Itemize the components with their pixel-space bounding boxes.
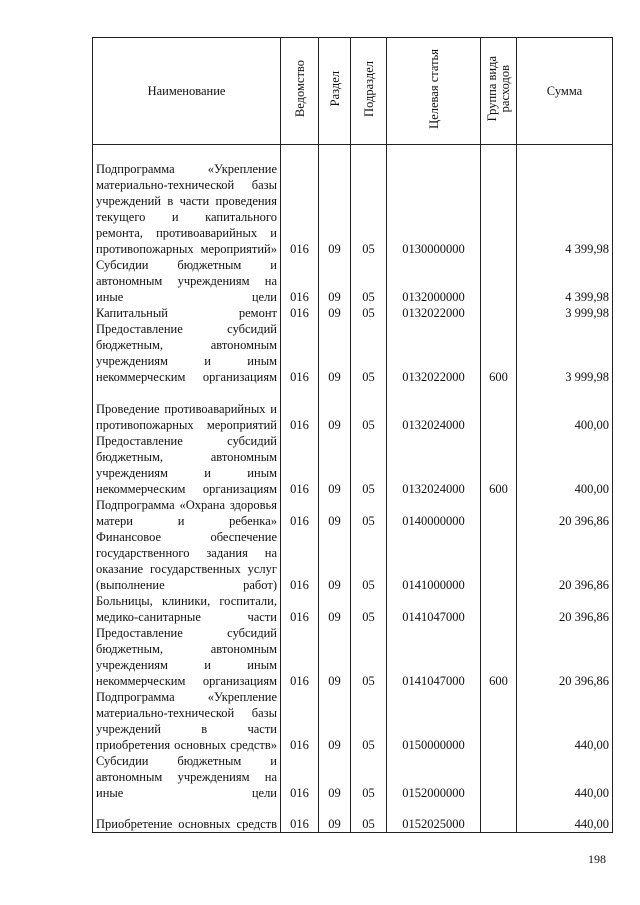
row-section-cell: 09	[319, 689, 351, 753]
row-amount-cell: 4 399,98	[517, 145, 613, 257]
page-number: 198	[588, 852, 606, 866]
row-department-cell: 016	[281, 257, 319, 305]
row-subsection-cell: 05	[351, 529, 387, 593]
row-section-cell: 09	[319, 593, 351, 625]
row-target-cell: 0132024000	[387, 385, 481, 433]
row-amount-cell: 400,00	[517, 385, 613, 433]
row-department-cell: 016	[281, 385, 319, 433]
table-header-row	[93, 38, 613, 145]
row-name-cell: Капитальный ремонт	[93, 305, 281, 321]
row-subsection-cell: 05	[351, 801, 387, 833]
row-subsection-cell: 05	[351, 433, 387, 497]
row-department-cell: 016	[281, 433, 319, 497]
row-target-cell: 0141047000	[387, 593, 481, 625]
row-section-cell: 09	[319, 385, 351, 433]
table-row	[93, 321, 613, 385]
table-row	[93, 257, 613, 305]
row-department-cell: 016	[281, 801, 319, 833]
row-name-cell: Больницы, клиники, госпитали, медико-санитарные части	[93, 593, 281, 625]
header-name: Наименование	[93, 38, 281, 145]
row-expense-group-cell	[481, 593, 517, 625]
row-name-cell: Подпрограмма «Охрана здоровья матери и ребенка»	[93, 497, 281, 529]
row-name-cell: Предоставление субсидий бюджетным, автономным учреждениям и иным некоммерческим организациям	[93, 433, 281, 497]
row-amount-cell: 3 999,98	[517, 321, 613, 385]
row-department-cell: 016	[281, 321, 319, 385]
row-section-cell: 09	[319, 433, 351, 497]
row-amount-cell: 4 399,98	[517, 257, 613, 305]
row-subsection-cell: 05	[351, 305, 387, 321]
row-target-cell: 0141000000	[387, 529, 481, 593]
row-amount-cell: 20 396,86	[517, 593, 613, 625]
row-expense-group-cell	[481, 305, 517, 321]
row-department-cell: 016	[281, 145, 319, 257]
row-target-cell: 0132022000	[387, 305, 481, 321]
row-name-cell: Проведение противоаварийных и противопожарных мероприятий	[93, 385, 281, 433]
row-expense-group-cell	[481, 753, 517, 801]
row-subsection-cell: 05	[351, 385, 387, 433]
row-target-cell: 0152025000	[387, 801, 481, 833]
row-expense-group-cell	[481, 689, 517, 753]
row-subsection-cell: 05	[351, 625, 387, 689]
row-name-cell: Подпрограмма «Укрепление материально-технической базы учреждений в части проведения текущего и капитального ремонта, противоаварийных и противопожарных мероприятий»	[93, 145, 281, 257]
row-expense-group-cell: 600	[481, 433, 517, 497]
row-section-cell: 09	[319, 145, 351, 257]
row-amount-cell: 440,00	[517, 689, 613, 753]
row-section-cell: 09	[319, 801, 351, 833]
row-expense-group-cell	[481, 385, 517, 433]
table-row	[93, 497, 613, 529]
row-department-cell: 016	[281, 625, 319, 689]
table-row	[93, 385, 613, 433]
row-target-cell: 0141047000	[387, 625, 481, 689]
row-target-cell: 0130000000	[387, 145, 481, 257]
row-amount-cell: 440,00	[517, 801, 613, 833]
header-expense-group: Группа вида расходов	[481, 38, 517, 145]
row-subsection-cell: 05	[351, 689, 387, 753]
row-name-cell: Предоставление субсидий бюджетным, автономным учреждениям и иным некоммерческим организациям	[93, 625, 281, 689]
row-department-cell: 016	[281, 305, 319, 321]
row-name-cell: Приобретение основных средств	[93, 801, 281, 833]
row-subsection-cell: 05	[351, 257, 387, 305]
row-section-cell: 09	[319, 753, 351, 801]
header-department: Ведомство	[281, 38, 319, 145]
row-subsection-cell: 05	[351, 497, 387, 529]
row-name-cell: Финансовое обеспечение государственного задания на оказание государственных услуг (выполнение работ)	[93, 529, 281, 593]
row-subsection-cell: 05	[351, 145, 387, 257]
row-target-cell: 0152000000	[387, 753, 481, 801]
row-target-cell: 0150000000	[387, 689, 481, 753]
table-row	[93, 753, 613, 801]
row-expense-group-cell	[481, 529, 517, 593]
row-section-cell: 09	[319, 321, 351, 385]
header-subsection: Подраздел	[351, 38, 387, 145]
row-target-cell: 0132024000	[387, 433, 481, 497]
row-name-cell: Субсидии бюджетным и автономным учреждениям на иные цели	[93, 257, 281, 305]
table-row	[93, 593, 613, 625]
row-amount-cell: 20 396,86	[517, 497, 613, 529]
table-row	[93, 625, 613, 689]
row-subsection-cell: 05	[351, 753, 387, 801]
table-row	[93, 529, 613, 593]
table-row	[93, 433, 613, 497]
header-target: Целевая статья	[387, 38, 481, 145]
row-section-cell: 09	[319, 257, 351, 305]
row-target-cell: 0140000000	[387, 497, 481, 529]
row-amount-cell: 400,00	[517, 433, 613, 497]
row-amount-cell: 20 396,86	[517, 529, 613, 593]
row-target-cell: 0132022000	[387, 321, 481, 385]
row-expense-group-cell: 600	[481, 625, 517, 689]
row-name-cell: Подпрограмма «Укрепление материально-технической базы учреждений в части приобретения основных средств»	[93, 689, 281, 753]
row-subsection-cell: 05	[351, 321, 387, 385]
row-department-cell: 016	[281, 593, 319, 625]
header-section: Раздел	[319, 38, 351, 145]
row-name-cell: Субсидии бюджетным и автономным учреждениям на иные цели	[93, 753, 281, 801]
row-department-cell: 016	[281, 689, 319, 753]
row-amount-cell: 440,00	[517, 753, 613, 801]
row-section-cell: 09	[319, 497, 351, 529]
row-expense-group-cell	[481, 257, 517, 305]
row-section-cell: 09	[319, 305, 351, 321]
row-expense-group-cell	[481, 801, 517, 833]
table-row	[93, 305, 613, 321]
table-row	[93, 145, 613, 257]
row-department-cell: 016	[281, 497, 319, 529]
row-subsection-cell: 05	[351, 593, 387, 625]
budget-table	[92, 37, 613, 833]
row-amount-cell: 3 999,98	[517, 305, 613, 321]
row-expense-group-cell	[481, 145, 517, 257]
row-name-cell: Предоставление субсидий бюджетным, автономным учреждениям и иным некоммерческим организациям	[93, 321, 281, 385]
row-department-cell: 016	[281, 529, 319, 593]
table-row	[93, 801, 613, 833]
row-expense-group-cell	[481, 497, 517, 529]
row-section-cell: 09	[319, 625, 351, 689]
row-section-cell: 09	[319, 529, 351, 593]
row-department-cell: 016	[281, 753, 319, 801]
row-amount-cell: 20 396,86	[517, 625, 613, 689]
table-row	[93, 689, 613, 753]
row-expense-group-cell: 600	[481, 321, 517, 385]
header-amount: Сумма	[517, 38, 613, 145]
row-target-cell: 0132000000	[387, 257, 481, 305]
